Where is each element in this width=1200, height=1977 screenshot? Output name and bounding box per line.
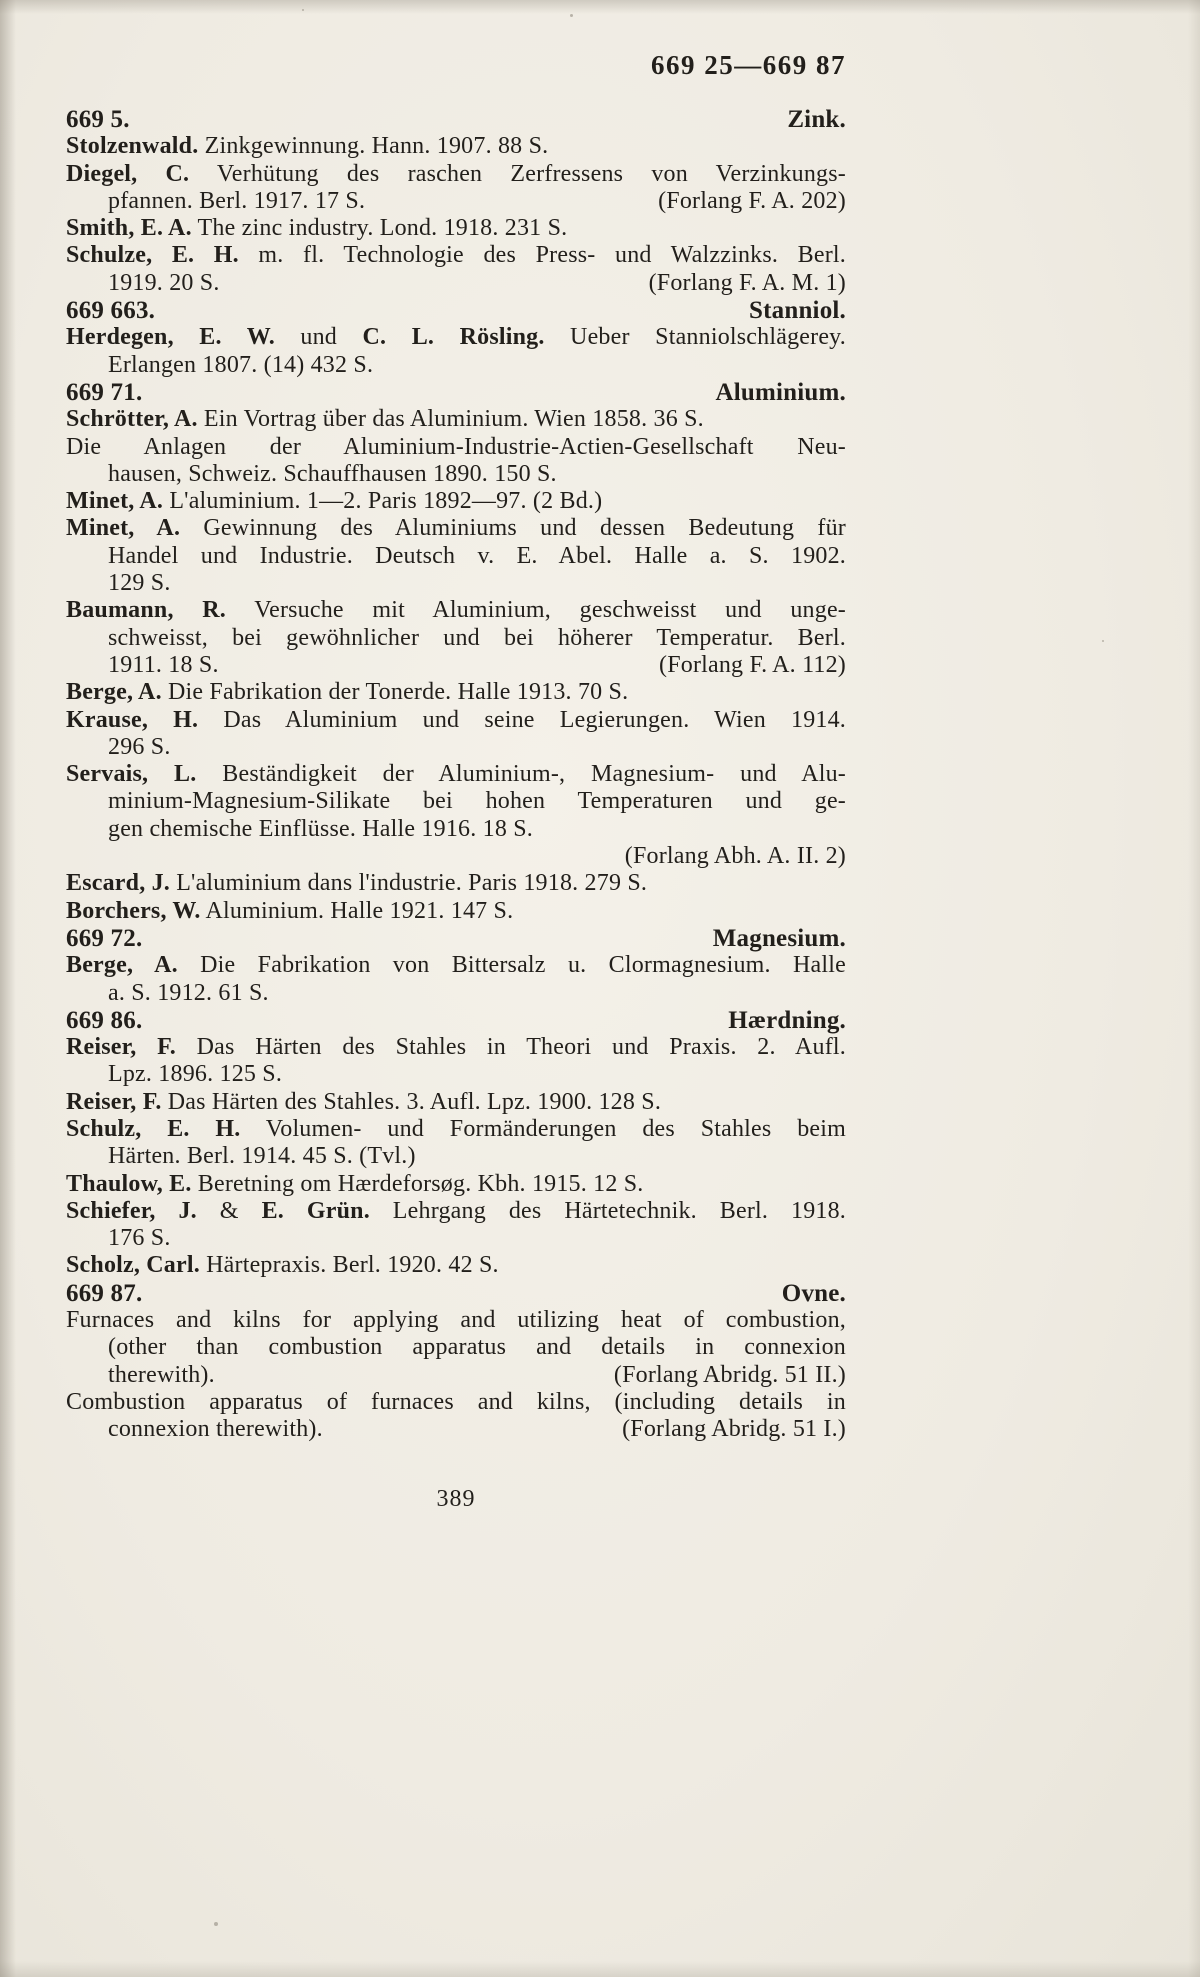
section-title: Aluminium.: [715, 378, 846, 406]
author-name: Minet, A.: [66, 515, 181, 542]
section-title: Zink.: [787, 106, 846, 133]
entry-line-text: [66, 1252, 499, 1278]
entry-line-text: [108, 980, 269, 1006]
section-heading: [66, 379, 846, 406]
entry-text: minium-Magnesium-Silikate bei hohen Temperaturen und ge-: [108, 788, 846, 815]
entry-line-text: [66, 488, 602, 514]
entry-line-text: [66, 679, 628, 705]
entry-line-text: [108, 570, 171, 596]
entry-line: [66, 1198, 846, 1225]
entry-line: [66, 1089, 846, 1116]
entry-line-text: [66, 1389, 846, 1415]
entry-line: [66, 1252, 846, 1279]
entry-line-text: [66, 1089, 661, 1115]
entry-text: connexion therewith).: [108, 1416, 323, 1443]
entry-text: pfannen. Berl. 1917. 17 S.: [108, 187, 366, 214]
catalog-note: (Forlang F. A. 112): [659, 651, 846, 678]
entry-line: [66, 679, 846, 706]
entry-line-text: [66, 1198, 846, 1224]
catalog-note: (Forlang Abh. A. II. 2): [624, 843, 846, 870]
entry-line: [66, 1416, 846, 1443]
entry-text: Beretning om Hærdeforsøg. Kbh. 1915. 12 S.: [191, 1170, 644, 1197]
entry-text: Versuche mit Aluminium, geschweisst und unge-: [226, 597, 846, 624]
bib-entry: [66, 406, 846, 433]
catalog-note: (Forlang Abridg. 51 I.): [622, 1416, 846, 1443]
author-name: C. L. Rösling.: [362, 324, 545, 351]
catalog-note: (Forlang F. A. 202): [658, 187, 846, 214]
entry-text: Volumen- und Formänderungen des Stahles beim: [240, 1115, 846, 1142]
section-heading: [66, 106, 846, 133]
bib-entry: [66, 952, 846, 1007]
entry-text: a. S. 1912. 61 S.: [108, 979, 269, 1006]
scan-speck: [214, 1922, 218, 1926]
bib-entry: [66, 1116, 846, 1171]
entry-text: Erlangen 1807. (14) 432 S.: [108, 351, 374, 378]
bib-entry: [66, 515, 846, 597]
section-heading: [66, 1280, 846, 1307]
entry-line-text: [108, 788, 846, 814]
entry-line-text: [66, 761, 846, 787]
entry-line: [66, 625, 846, 652]
author-name: Smith, E. A.: [66, 215, 192, 242]
section-heading: [66, 1007, 846, 1034]
entry-text: The zinc industry. Lond. 1918. 231 S.: [191, 215, 568, 242]
entry-line: [66, 1034, 846, 1061]
entry-line-text: [108, 352, 373, 378]
entry-line: [66, 788, 846, 815]
entry-line-text: [66, 707, 846, 733]
catalog-note: (Forlang Abridg. 51 II.): [613, 1361, 846, 1388]
entry-line: [66, 161, 846, 188]
section-heading: [66, 925, 846, 952]
entry-line: [66, 461, 846, 488]
entry-line: [66, 133, 846, 160]
entry-line: [66, 843, 846, 870]
entry-line: [66, 761, 846, 788]
entry-text: 1911. 18 S.: [108, 651, 219, 678]
bib-entry: [66, 707, 846, 762]
entry-line-text: [108, 1362, 215, 1389]
entry-line-text: [108, 625, 846, 651]
bib-entry: [66, 242, 846, 297]
entry-line: [66, 515, 846, 542]
entry-line-text: [108, 543, 846, 569]
entry-text: Lpz. 1896. 125 S.: [108, 1061, 283, 1088]
entry-line-text: [66, 161, 846, 187]
bib-entry: [66, 898, 846, 925]
entry-line: [66, 1143, 846, 1170]
entry-line-text: [66, 133, 548, 159]
entry-text: (other than combustion apparatus and details in connexion: [108, 1334, 846, 1361]
bib-entry: [66, 215, 846, 242]
entry-line-text: [66, 434, 846, 460]
section-number: 669 86.: [66, 1006, 143, 1034]
bib-entry: [66, 161, 846, 216]
entry-line-text: [66, 242, 846, 268]
entry-text: Die Fabrikation von Bittersalz u. Clormagnesium. Halle: [177, 952, 846, 979]
entry-text: Handel und Industrie. Deutsch v. E. Abel. Halle a. S. 1902.: [108, 542, 846, 569]
entry-text: Die Fabrikation der Tonerde. Halle 1913. 70 S.: [161, 679, 629, 706]
entry-text: Zinkgewinnung. Hann. 1907. 88 S.: [198, 133, 549, 160]
bib-entry: [66, 434, 846, 489]
author-name: Escard, J.: [66, 870, 170, 897]
author-name: Stolzenwald.: [66, 133, 199, 160]
entry-text: therewith).: [108, 1361, 215, 1388]
entry-text: Die Anlagen der Aluminium-Industrie-Actien-Gesellschaft Neu-: [66, 433, 846, 460]
entry-line: [66, 1334, 846, 1361]
entry-line: [66, 270, 846, 297]
entry-text: Combustion apparatus of furnaces and kilns, (including details in: [66, 1388, 846, 1415]
author-name: Berge, A.: [66, 952, 178, 979]
bibliography-content: [66, 106, 846, 1444]
entry-text: 176 S.: [108, 1225, 171, 1252]
entry-line: [66, 406, 846, 433]
entry-text: Lehrgang des Härtetechnik. Berl. 1918.: [369, 1197, 847, 1224]
entry-text: &: [196, 1197, 262, 1224]
entry-text: Ueber Stanniolschlägerey.: [544, 324, 847, 351]
bib-entry: [66, 679, 846, 706]
author-name: Schrötter, A.: [66, 406, 198, 433]
section-number: 669 72.: [66, 924, 143, 952]
author-name: Schulze, E. H.: [66, 242, 239, 269]
entry-line: [66, 1061, 846, 1088]
author-name: Krause, H.: [66, 706, 199, 733]
entry-text: 129 S.: [108, 570, 171, 597]
entry-line-text: [108, 188, 365, 215]
entry-line: [66, 352, 846, 379]
entry-text: L'aluminium dans l'industrie. Paris 1918. 279 S.: [170, 870, 648, 897]
author-name: Thaulow, E.: [66, 1170, 192, 1197]
author-name: E. Grün.: [261, 1197, 370, 1224]
entry-line-text: [66, 406, 704, 432]
running-header: 669 25—669 87: [651, 50, 846, 80]
entry-text: m. fl. Technologie des Press- und Walzzinks. Berl.: [238, 242, 846, 269]
section-title: Stanniol.: [749, 297, 846, 325]
entry-line-text: [108, 1061, 282, 1087]
bib-entry: [66, 1307, 846, 1389]
bib-entry: [66, 1089, 846, 1116]
entry-line-text: [108, 816, 533, 842]
entry-line: [66, 188, 846, 215]
entry-line-text: [66, 215, 567, 241]
entry-text: Furnaces and kilns for applying and utilizing heat of combustion,: [66, 1307, 846, 1334]
entry-line: [66, 1171, 846, 1198]
author-name: Herdegen, E. W.: [66, 324, 275, 351]
page-text-block: [66, 50, 846, 1513]
entry-line: [66, 597, 846, 624]
entry-line-text: [108, 1143, 416, 1169]
entry-line-text: [66, 597, 846, 623]
entry-line-text: [66, 870, 647, 896]
entry-text: schweisst, bei gewöhnlicher und bei höherer Temperatur. Berl.: [108, 624, 846, 651]
entry-line-text: [66, 1116, 846, 1142]
scan-speck: [570, 14, 573, 17]
entry-line: [66, 1362, 846, 1389]
section-number: 669 87.: [66, 1279, 143, 1307]
entry-text: Härtepraxis. Berl. 1920. 42 S.: [199, 1252, 499, 1279]
entry-text: hausen, Schweiz. Schauffhausen 1890. 150 S.: [108, 460, 557, 487]
bib-entry: [66, 1389, 846, 1444]
section-title: Ovne.: [781, 1279, 846, 1307]
bib-entry: [66, 870, 846, 897]
entry-text: Aluminium. Halle 1921. 147 S.: [200, 897, 514, 924]
entry-line-text: [66, 515, 846, 541]
scan-speck: [302, 9, 304, 11]
entry-line-text: [66, 952, 846, 978]
author-name: Schiefer, J.: [66, 1197, 197, 1224]
section-number: 669 5.: [66, 106, 130, 133]
entry-text: 296 S.: [108, 733, 171, 760]
entry-line: [66, 1116, 846, 1143]
entry-line-text: [66, 324, 846, 350]
entry-line: [66, 1389, 846, 1416]
section-title: Magnesium.: [712, 924, 846, 952]
bib-entry: [66, 1171, 846, 1198]
author-name: Baumann, R.: [66, 597, 227, 624]
entry-line: [66, 488, 846, 515]
entry-text: Ein Vortrag über das Aluminium. Wien 1858. 36 S.: [197, 406, 704, 433]
entry-line-text: [108, 1225, 171, 1251]
author-name: Schulz, E. H.: [66, 1115, 241, 1142]
section-title: Hærdning.: [728, 1006, 846, 1034]
author-name: Berge, A.: [66, 679, 162, 706]
author-name: Borchers, W.: [66, 897, 201, 924]
section-number: 669 71.: [66, 378, 143, 406]
author-name: Scholz, Carl.: [66, 1252, 200, 1279]
section-heading: [66, 297, 846, 324]
bib-entry: [66, 1252, 846, 1279]
entry-line: [66, 434, 846, 461]
entry-text: und: [274, 324, 363, 351]
author-name: Diegel, C.: [66, 160, 190, 187]
entry-line: [66, 734, 846, 761]
entry-line-text: [108, 1334, 846, 1360]
scan-speck: [1102, 640, 1104, 642]
bib-entry: [66, 488, 846, 515]
entry-line-text: [66, 1307, 846, 1333]
author-name: Reiser, F.: [66, 1034, 176, 1061]
bib-entry: [66, 597, 846, 679]
entry-line: [66, 870, 846, 897]
entry-line: [66, 242, 846, 269]
entry-text: Verhütung des raschen Zerfressens von Verzinkungs-: [189, 160, 846, 187]
entry-text: gen chemische Einflüsse. Halle 1916. 18 S.: [108, 815, 533, 842]
entry-line: [66, 898, 846, 925]
author-name: Minet, A.: [66, 488, 164, 515]
entry-line: [66, 652, 846, 679]
bib-entry: [66, 1034, 846, 1089]
entry-line: [66, 543, 846, 570]
catalog-note: (Forlang F. A. M. 1): [648, 269, 846, 296]
bib-entry: [66, 324, 846, 379]
entry-text: Das Härten des Stahles. 3. Aufl. Lpz. 1900. 128 S.: [161, 1088, 662, 1115]
author-name: Reiser, F.: [66, 1088, 162, 1115]
entry-line: [66, 570, 846, 597]
entry-line: [66, 215, 846, 242]
bib-entry: [66, 1198, 846, 1253]
entry-line-text: [108, 652, 219, 679]
entry-text: L'aluminium. 1—2. Paris 1892—97. (2 Bd.): [163, 488, 603, 515]
entry-line: [66, 816, 846, 843]
entry-line: [66, 952, 846, 979]
entry-line-text: [66, 898, 513, 924]
entry-line-text: [66, 1171, 644, 1197]
bib-entry: [66, 761, 846, 870]
entry-line: [66, 980, 846, 1007]
entry-text: Härten. Berl. 1914. 45 S. (Tvl.): [108, 1143, 416, 1170]
entry-text: Das Härten des Stahles in Theori und Praxis. 2. Aufl.: [176, 1034, 846, 1061]
entry-line-text: [108, 270, 220, 297]
entry-line-text: [108, 1416, 323, 1443]
entry-line: [66, 707, 846, 734]
page-number: 389: [436, 1485, 476, 1512]
entry-line-text: [66, 1034, 846, 1060]
entry-line: [66, 1307, 846, 1334]
entry-text: Beständigkeit der Aluminium-, Magnesium- und Alu-: [196, 761, 846, 788]
entry-line: [66, 1225, 846, 1252]
entry-text: Das Aluminium und seine Legierungen. Wien 1914.: [198, 706, 846, 733]
entry-line-text: [108, 461, 557, 487]
entry-text: Gewinnung des Aluminiums und dessen Bedeutung für: [180, 515, 846, 542]
section-number: 669 663.: [66, 297, 156, 325]
entry-text: 1919. 20 S.: [108, 269, 220, 296]
bib-entry: [66, 133, 846, 160]
entry-line-text: [108, 734, 171, 760]
entry-line: [66, 324, 846, 351]
author-name: Servais, L.: [66, 761, 197, 788]
